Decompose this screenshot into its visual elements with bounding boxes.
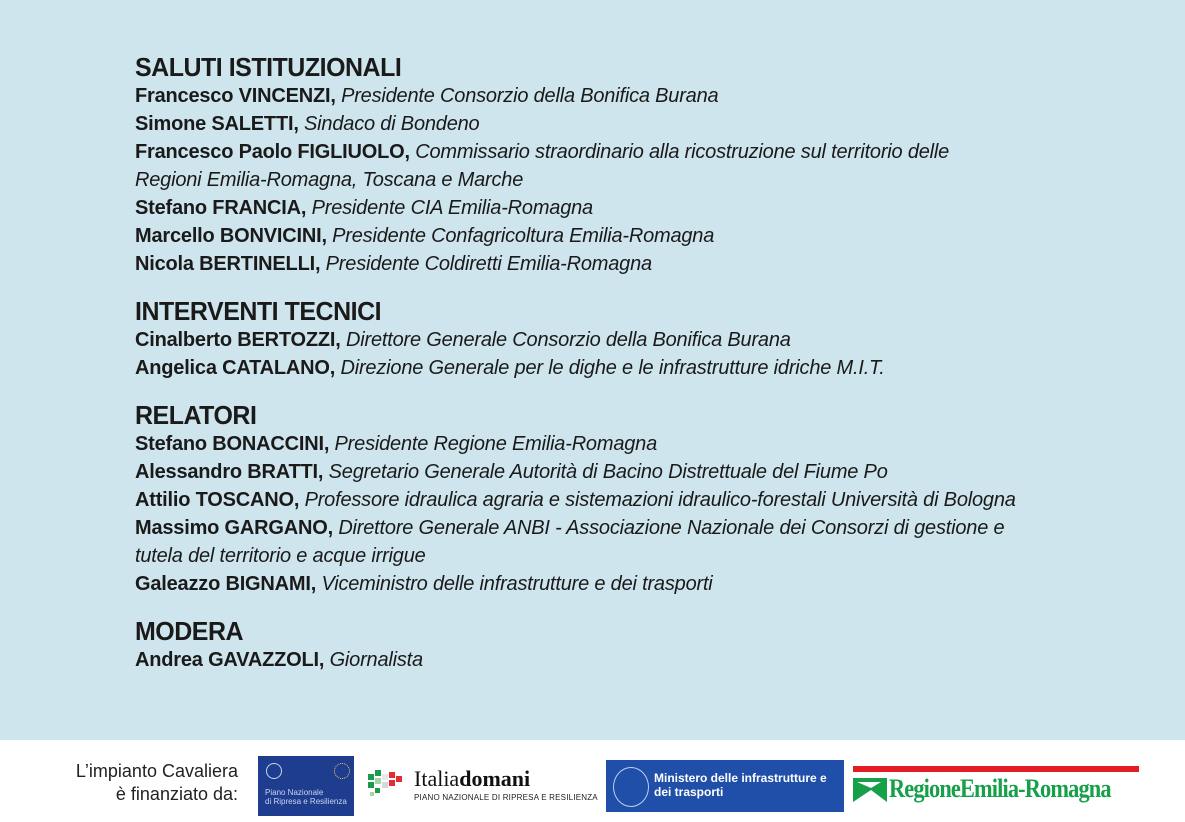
speaker-role: Presidente Regione Emilia-Romagna: [334, 433, 658, 455]
speaker-role: Segretario Generale Autorità di Bacino Distrettuale del Fiume Po: [328, 461, 888, 483]
italia-domani-wordmark: [414, 766, 530, 792]
speaker-name: Andrea GAVAZZOLI,: [135, 649, 325, 671]
pnrr-line-2: di Ripresa e Resilienza: [265, 797, 347, 806]
speaker-role: Viceministro delle infrastrutture e dei trasporti: [321, 573, 713, 595]
speaker-role: Professore idraulica agraria e sistemazioni idraulico-forestali Università di Bologna: [304, 489, 1016, 511]
italia-domani-subtitle: PIANO NAZIONALE DI RIPRESA E RESILIENZA: [414, 793, 598, 802]
speaker-entry: [135, 646, 1175, 674]
speaker-entry: [135, 570, 1175, 598]
speaker-entry: [135, 222, 1175, 250]
italia-word: Italia: [414, 766, 460, 791]
speaker-role: Giornalista: [329, 649, 423, 671]
funded-by-text: [40, 760, 238, 806]
section-interventi: [135, 296, 1175, 382]
speaker-name: Nicola BERTINELLI,: [135, 253, 321, 275]
republic-emblem-icon: [266, 763, 282, 779]
speaker-entry: [135, 110, 1175, 138]
speaker-role-cont: tutela del territorio e acque irrigue: [135, 545, 426, 567]
speaker-name: Stefano BONACCINI,: [135, 433, 330, 455]
domani-word: domani: [459, 766, 531, 791]
section-relatori: [135, 400, 1175, 598]
sponsor-footer: [0, 740, 1185, 822]
mit-name: [654, 771, 827, 799]
speaker-role: Presidente CIA Emilia-Romagna: [311, 197, 593, 219]
italian-flag-icon: [366, 768, 404, 802]
speaker-role: Commissario straordinario alla ricostruzione sul territorio delle: [415, 141, 950, 163]
rer-red-bar: [853, 766, 1139, 772]
speaker-name: Attilio TOSCANO,: [135, 489, 300, 511]
speaker-entry: [135, 354, 1175, 382]
speaker-role-cont: Regioni Emilia-Romagna, Toscana e Marche: [135, 169, 524, 191]
section-modera: [135, 616, 1175, 674]
speaker-name: Angelica CATALANO,: [135, 357, 336, 379]
speaker-role: Direzione Generale per le dighe e le infrastrutture idriche M.I.T.: [340, 357, 885, 379]
speaker-role: Direttore Generale ANBI - Associazione Nazionale dei Consorzi di gestione e: [338, 517, 1005, 539]
speaker-name: Stefano FRANCIA,: [135, 197, 307, 219]
regione-emilia-romagna-logo: [853, 764, 1139, 808]
rer-wordmark: RegioneEmilia-Romagna: [889, 774, 1111, 803]
italia-domani-logo: [362, 762, 602, 814]
speaker-entry: [135, 82, 1175, 110]
speaker-name: Galeazzo BIGNAMI,: [135, 573, 317, 595]
speaker-role: Direttore Generale Consorzio della Bonifica Burana: [346, 329, 791, 351]
speaker-name: Francesco VINCENZI,: [135, 85, 336, 107]
speaker-role: Presidente Confagricoltura Emilia-Romagna: [332, 225, 715, 247]
speaker-name: Marcello BONVICINI,: [135, 225, 327, 247]
section-title: SALUTI ISTITUZIONALI: [135, 52, 402, 82]
speaker-name: Massimo GARGANO,: [135, 517, 333, 539]
program-content: [135, 52, 1175, 692]
speaker-entry: [135, 514, 1175, 542]
funded-line-1: L’impianto Cavaliera: [75, 761, 238, 781]
rer-emblem-icon: [853, 776, 887, 804]
speaker-name: Cinalberto BERTOZZI,: [135, 329, 341, 351]
speaker-role: Presidente Coldiretti Emilia-Romagna: [325, 253, 652, 275]
speaker-entry: [135, 138, 1175, 166]
section-title: MODERA: [135, 616, 244, 646]
republic-emblem-icon: [613, 767, 649, 807]
speaker-role-continued: [135, 166, 1175, 194]
speaker-entry: [135, 326, 1175, 354]
eu-stars-icon: [334, 763, 350, 779]
speaker-name: Francesco Paolo FIGLIUOLO,: [135, 141, 410, 163]
speaker-entry: [135, 250, 1175, 278]
section-title: RELATORI: [135, 400, 257, 430]
mit-line-1: Ministero delle infrastrutture e: [654, 771, 827, 785]
speaker-entry: [135, 486, 1175, 514]
speaker-entry: [135, 194, 1175, 222]
pnrr-line-1: Piano Nazionale: [265, 788, 324, 797]
funded-line-2: è finanziato da:: [115, 784, 238, 804]
speaker-role: Presidente Consorzio della Bonifica Burana: [341, 85, 719, 107]
speaker-name: Alessandro BRATTI,: [135, 461, 324, 483]
speaker-role-continued: [135, 542, 1175, 570]
speaker-entry: [135, 458, 1175, 486]
mit-line-2: dei trasporti: [654, 785, 724, 799]
section-title: INTERVENTI TECNICI: [135, 296, 382, 326]
mit-logo: [606, 760, 844, 812]
pnrr-logo: [258, 756, 354, 816]
speaker-name: Simone SALETTI,: [135, 113, 299, 135]
section-saluti: [135, 52, 1175, 278]
speaker-role: Sindaco di Bondeno: [304, 113, 480, 135]
speaker-entry: [135, 430, 1175, 458]
